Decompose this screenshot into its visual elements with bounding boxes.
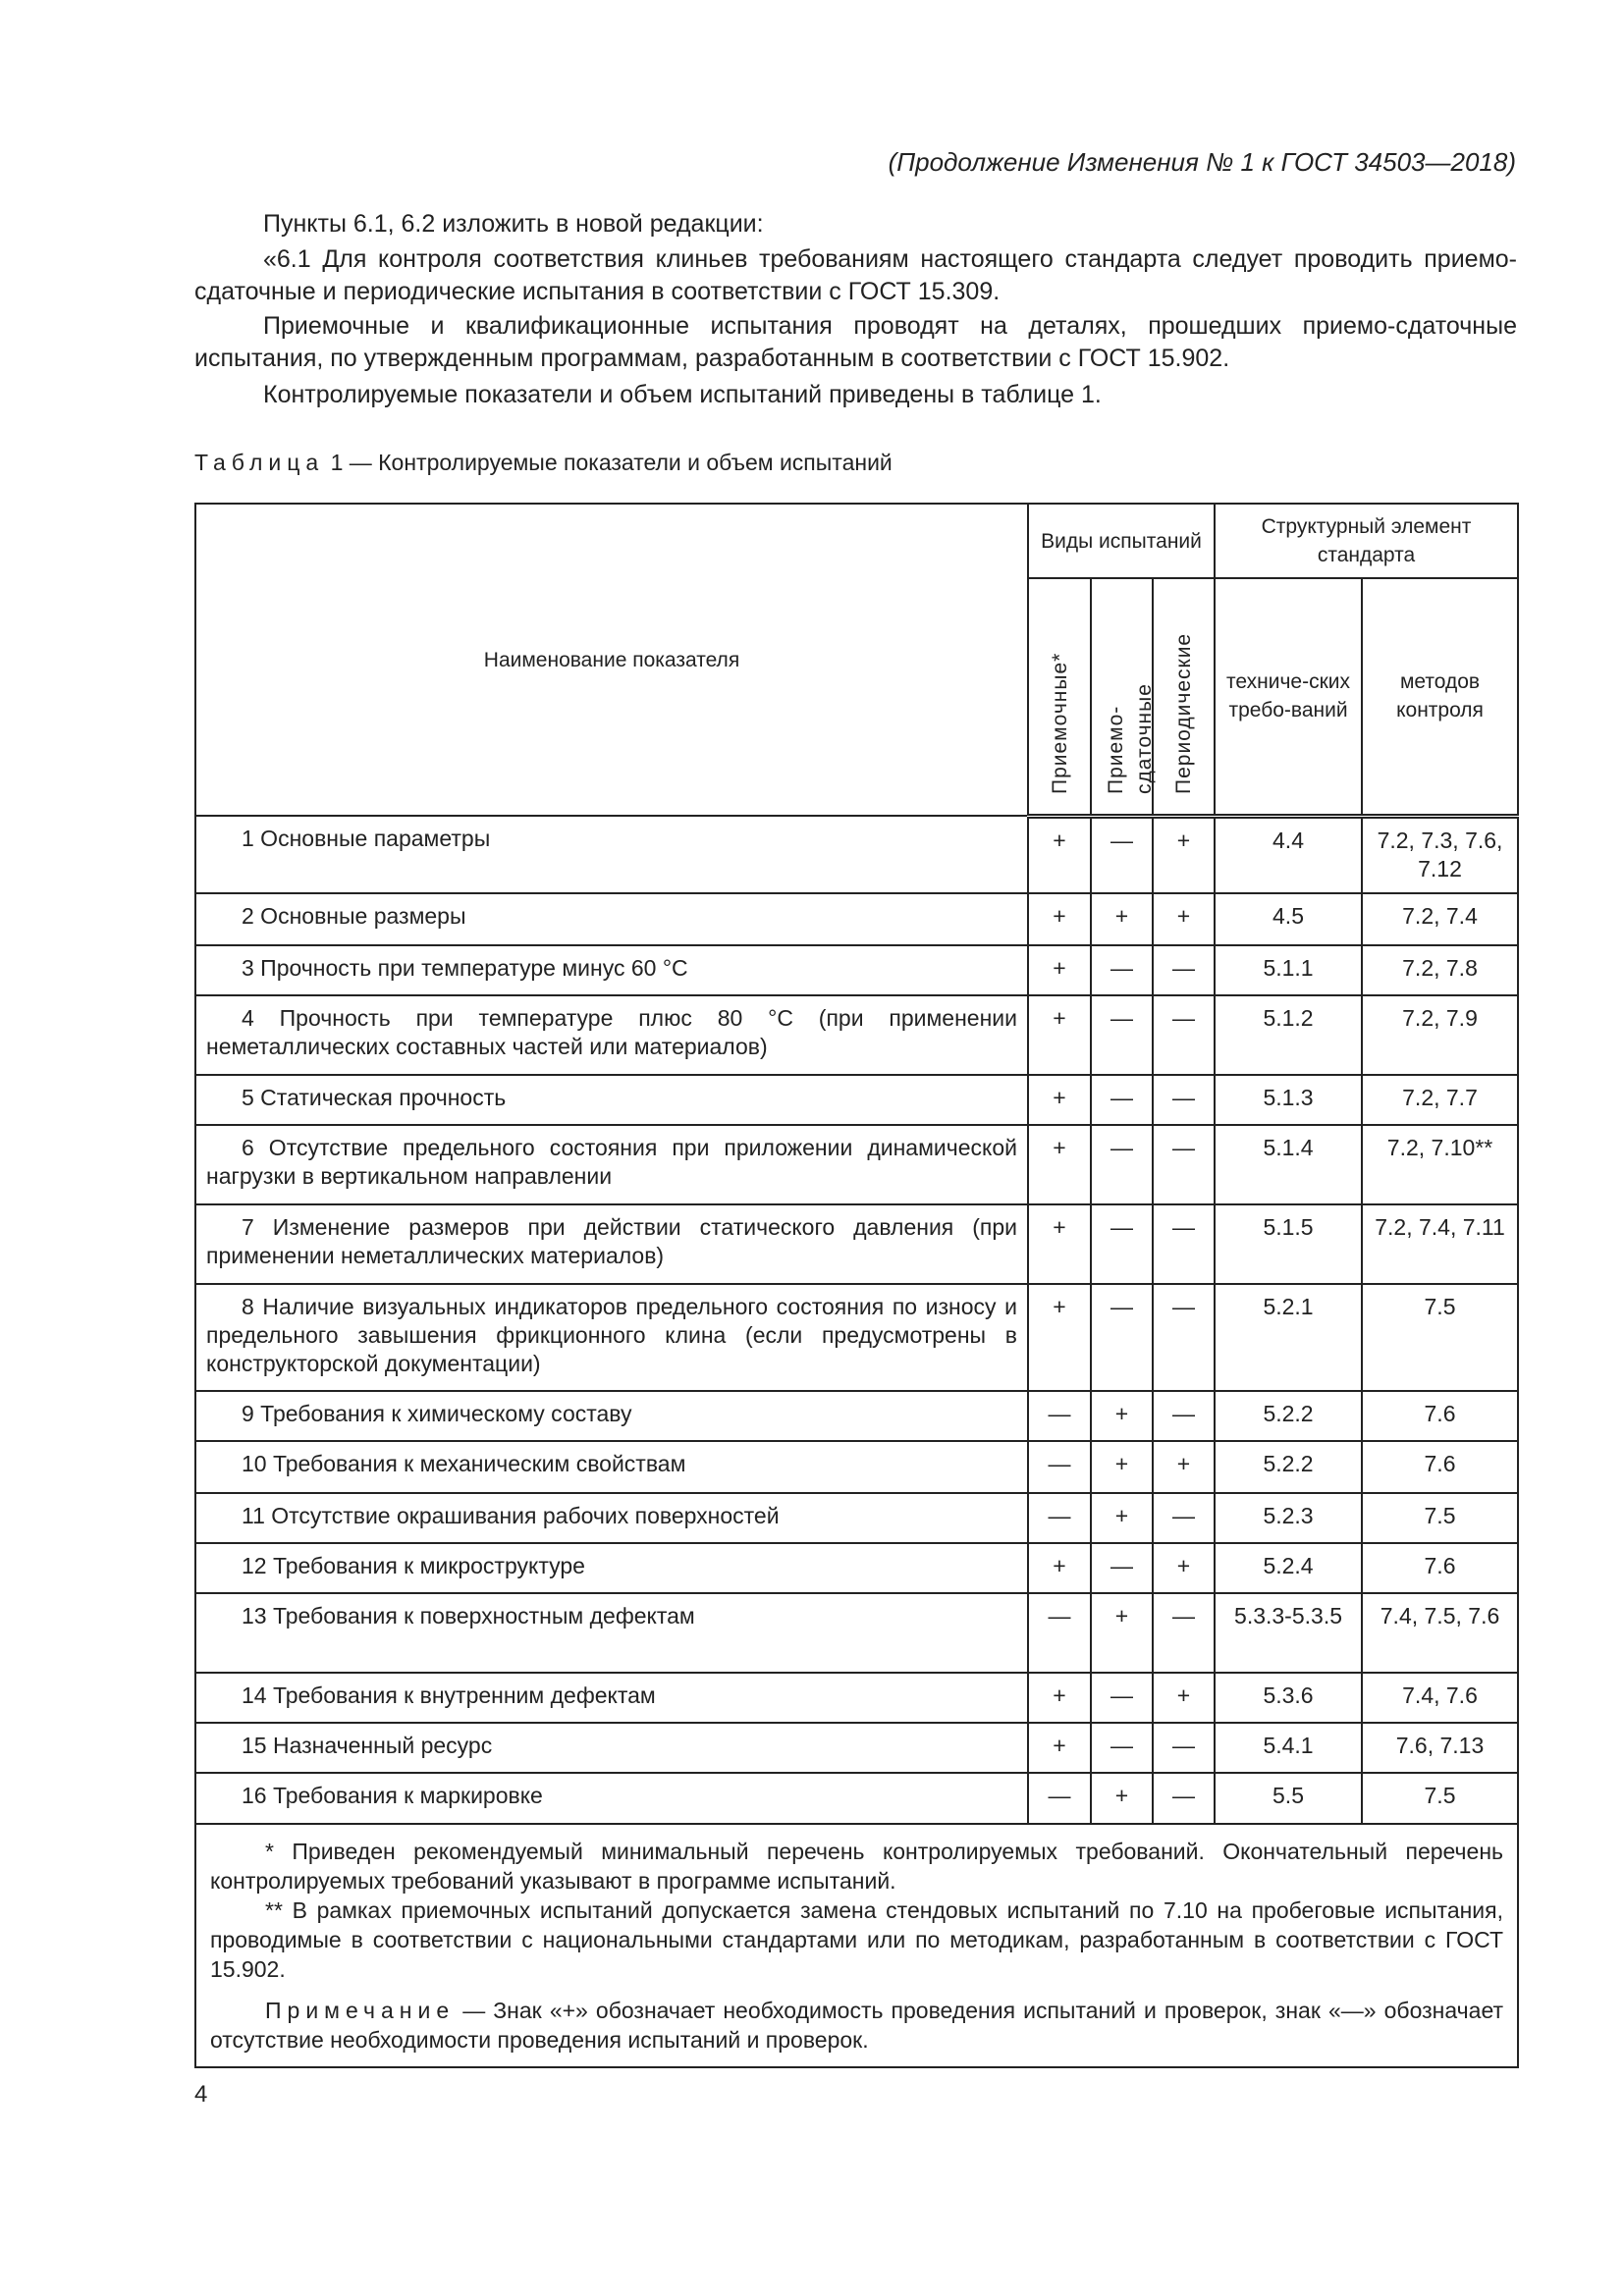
row-name: 5 Статическая прочность (195, 1075, 1028, 1125)
acceptance-mark: — (1028, 1593, 1091, 1673)
method-ref: 7.6 (1362, 1391, 1518, 1441)
delivery-mark: — (1091, 816, 1153, 893)
footnote-2: ** В рамках приемочных испытаний допускается замена стендовых испытаний по 7.10 на пробеговые испытания, проводимые в соответствии с национальными стандартами или по методикам, разработанным в соответствии с ГОСТ 15.902. (210, 1897, 1504, 1982)
row-name: 13 Требования к поверхностным дефектам (195, 1593, 1028, 1673)
table-row (195, 1593, 1518, 1673)
row-name: 1 Основные параметры (195, 816, 1028, 893)
method-ref: 7.2, 7.3, 7.6, 7.12 (1362, 816, 1518, 893)
table-row (195, 1284, 1518, 1391)
method-ref: 7.4, 7.6 (1362, 1673, 1518, 1723)
acceptance-mark: — (1028, 1441, 1091, 1493)
method-ref: 7.2, 7.4 (1362, 893, 1518, 945)
tech-req-ref: 5.2.2 (1215, 1391, 1362, 1441)
header-test-types: Виды испытаний (1028, 504, 1215, 578)
header-structure: Структурный элемент стандарта (1215, 504, 1518, 578)
caption-label: Таблица (194, 450, 325, 475)
row-name: 11 Отсутствие окрашивания рабочих поверхностей (195, 1493, 1028, 1543)
method-ref: 7.2, 7.7 (1362, 1075, 1518, 1125)
acceptance-mark: + (1028, 1284, 1091, 1391)
acceptance-mark: + (1028, 1204, 1091, 1284)
row-name: 7 Изменение размеров при действии статического давления (при применении неметаллических материалов) (195, 1204, 1028, 1284)
paragraph: Приемочные и квалификационные испытания проводят на деталях, прошедших приемо-сдаточные испытания, по утвержденным программам, разработанным в соответствии с ГОСТ 15.902. (194, 312, 1517, 372)
method-ref: 7.2, 7.4, 7.11 (1362, 1204, 1518, 1284)
periodic-mark: + (1153, 816, 1215, 893)
delivery-mark: + (1091, 893, 1153, 945)
table-row (195, 1673, 1518, 1723)
delivery-mark: — (1091, 1125, 1153, 1204)
periodic-mark: + (1153, 1441, 1215, 1493)
table-caption (194, 450, 893, 476)
header-delivery (1091, 578, 1156, 816)
periodic-mark: — (1153, 1125, 1215, 1204)
table-row (195, 1391, 1518, 1441)
note-label: Примечание (265, 1998, 456, 2023)
periodic-mark: — (1153, 1593, 1215, 1673)
header-acceptance (1028, 578, 1091, 816)
delivery-mark: — (1091, 995, 1153, 1075)
periodic-mark: — (1153, 945, 1215, 995)
table-row (195, 1204, 1518, 1284)
row-name: 14 Требования к внутренним дефектам (195, 1673, 1028, 1723)
delivery-mark: + (1091, 1773, 1153, 1824)
method-ref: 7.5 (1362, 1773, 1518, 1824)
tech-req-ref: 5.4.1 (1215, 1723, 1362, 1773)
row-name: 16 Требования к маркировке (195, 1773, 1028, 1824)
delivery-mark: — (1091, 1673, 1153, 1723)
method-ref: 7.4, 7.5, 7.6 (1362, 1593, 1518, 1673)
header-tech-req: техниче-ских требо-ваний (1215, 578, 1362, 816)
table-row (195, 816, 1518, 893)
acceptance-mark: + (1028, 893, 1091, 945)
tech-req-ref: 4.5 (1215, 893, 1362, 945)
acceptance-mark: + (1028, 1723, 1091, 1773)
tests-table (194, 503, 1519, 2068)
delivery-mark: — (1091, 1204, 1153, 1284)
table-row (195, 1125, 1518, 1204)
acceptance-mark: + (1028, 816, 1091, 893)
row-name: 10 Требования к механическим свойствам (195, 1441, 1028, 1493)
table-row (195, 1543, 1518, 1593)
table-row (195, 1773, 1518, 1824)
header-acceptance-label: Приемочные* (1048, 652, 1071, 795)
acceptance-mark: + (1028, 995, 1091, 1075)
method-ref: 7.2, 7.8 (1362, 945, 1518, 995)
delivery-mark: — (1091, 1543, 1153, 1593)
table-row (195, 1723, 1518, 1773)
running-header: (Продолжение Изменения № 1 к ГОСТ 34503—2018) (888, 147, 1516, 177)
table-row (195, 995, 1518, 1075)
row-name: 12 Требования к микроструктуре (195, 1543, 1028, 1593)
acceptance-mark: — (1028, 1493, 1091, 1543)
header-name: Наименование показателя (195, 504, 1028, 816)
method-ref: 7.2, 7.9 (1362, 995, 1518, 1075)
tech-req-ref: 5.1.1 (1215, 945, 1362, 995)
tech-req-ref: 5.2.1 (1215, 1284, 1362, 1391)
method-ref: 7.6, 7.13 (1362, 1723, 1518, 1773)
acceptance-mark: — (1028, 1773, 1091, 1824)
row-name: 6 Отсутствие предельного состояния при приложении динамической нагрузки в вертикальном направлении (195, 1125, 1028, 1204)
header-delivery-label: Приемо-сдаточные (1105, 683, 1156, 795)
periodic-mark: + (1153, 1673, 1215, 1723)
periodic-mark: + (1153, 893, 1215, 945)
acceptance-mark: + (1028, 1673, 1091, 1723)
header-methods: методов контроля (1362, 578, 1518, 816)
method-ref: 7.2, 7.10** (1362, 1125, 1518, 1204)
delivery-mark: + (1091, 1441, 1153, 1493)
method-ref: 7.6 (1362, 1543, 1518, 1593)
acceptance-mark: + (1028, 945, 1091, 995)
caption-text: 1 — Контролируемые показатели и объем испытаний (324, 450, 893, 475)
tech-req-ref: 5.3.3-5.3.5 (1215, 1593, 1362, 1673)
periodic-mark: — (1153, 995, 1215, 1075)
acceptance-mark: + (1028, 1125, 1091, 1204)
header-periodic-label: Периодические (1172, 633, 1195, 795)
row-name: 2 Основные размеры (195, 893, 1028, 945)
tech-req-ref: 5.3.6 (1215, 1673, 1362, 1723)
paragraph: «6.1 Для контроля соответствия клиньев требованиям настоящего стандарта следует проводить приемо-сдаточные и периодические испытания в соответствии с ГОСТ 15.309. (194, 245, 1517, 305)
row-name: 3 Прочность при температуре минус 60 °С (195, 945, 1028, 995)
acceptance-mark: + (1028, 1075, 1091, 1125)
method-ref: 7.6 (1362, 1441, 1518, 1493)
table-row (195, 1075, 1518, 1125)
periodic-mark: — (1153, 1723, 1215, 1773)
page-number: 4 (194, 2081, 208, 2108)
periodic-mark: — (1153, 1391, 1215, 1441)
delivery-mark: + (1091, 1391, 1153, 1441)
tech-req-ref: 5.1.5 (1215, 1204, 1362, 1284)
periodic-mark: + (1153, 1543, 1215, 1593)
paragraph: Пункты 6.1, 6.2 изложить в новой редакции: (263, 210, 764, 238)
delivery-mark: + (1091, 1493, 1153, 1543)
periodic-mark: — (1153, 1075, 1215, 1125)
tech-req-ref: 5.2.2 (1215, 1441, 1362, 1493)
table-note (210, 1996, 1503, 2055)
acceptance-mark: + (1028, 1543, 1091, 1593)
tech-req-ref: 5.1.2 (1215, 995, 1362, 1075)
row-name: 4 Прочность при температуре плюс 80 °С (при применении неметаллических составных частей или материалов) (195, 995, 1028, 1075)
periodic-mark: — (1153, 1773, 1215, 1824)
header-periodic (1153, 578, 1215, 816)
periodic-mark: — (1153, 1284, 1215, 1391)
delivery-mark: — (1091, 1075, 1153, 1125)
periodic-mark: — (1153, 1204, 1215, 1284)
note-text: — Знак «+» обозначает необходимость проведения испытаний и проверок, знак «—» обозначает отсутствие необходимости проведения испытаний и проверок. (210, 1998, 1504, 2053)
method-ref: 7.5 (1362, 1493, 1518, 1543)
row-name: 15 Назначенный ресурс (195, 1723, 1028, 1773)
method-ref: 7.5 (1362, 1284, 1518, 1391)
periodic-mark: — (1153, 1493, 1215, 1543)
acceptance-mark: — (1028, 1391, 1091, 1441)
row-name: 9 Требования к химическому составу (195, 1391, 1028, 1441)
tech-req-ref: 5.2.4 (1215, 1543, 1362, 1593)
delivery-mark: — (1091, 1284, 1153, 1391)
delivery-mark: — (1091, 945, 1153, 995)
table-row (195, 893, 1518, 945)
row-name: 8 Наличие визуальных индикаторов предельного состояния по износу и предельного завышения фрикционного клина (если предусмотрены в конструкторской документации) (195, 1284, 1028, 1391)
delivery-mark: — (1091, 1723, 1153, 1773)
paragraph: Контролируемые показатели и объем испытаний приведены в таблице 1. (263, 381, 1102, 408)
table-row (195, 945, 1518, 995)
tech-req-ref: 5.2.3 (1215, 1493, 1362, 1543)
footnote-1: * Приведен рекомендуемый минимальный перечень контролируемых требований. Окончательный перечень контролируемых требований указывают в программе испытаний. (210, 1839, 1504, 1894)
tech-req-ref: 5.1.3 (1215, 1075, 1362, 1125)
table-row (195, 1493, 1518, 1543)
table-footnotes (195, 1824, 1518, 2067)
table-row (195, 1441, 1518, 1493)
delivery-mark: + (1091, 1593, 1153, 1673)
tech-req-ref: 4.4 (1215, 816, 1362, 893)
tech-req-ref: 5.1.4 (1215, 1125, 1362, 1204)
tech-req-ref: 5.5 (1215, 1773, 1362, 1824)
